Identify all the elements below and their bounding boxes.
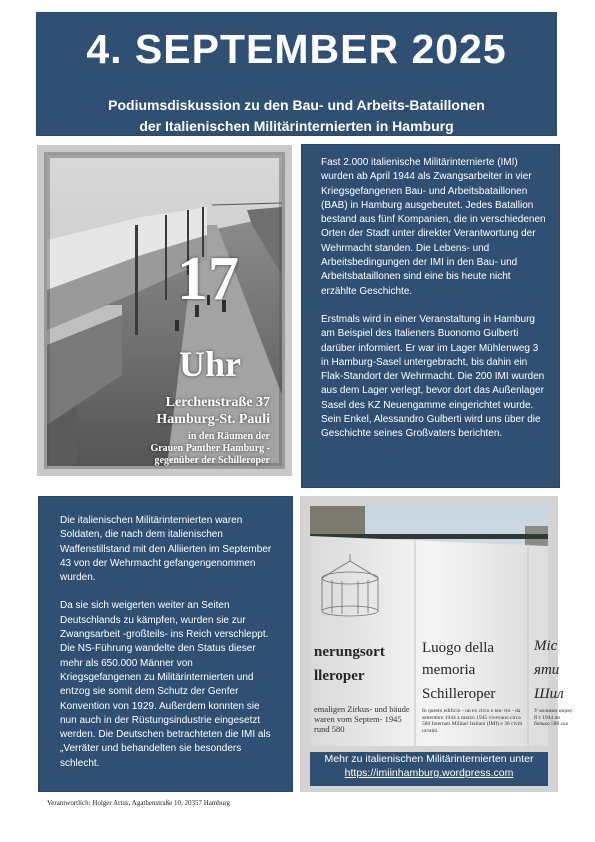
background-paragraph-2: Da sie sich weigerten weiter an Seiten Deutschlands zu kämpfen, wurden sie zur Zwangsarbeit -großteils- ins Reich verschleppt. Die NS-Führung wandelte den Status dieser mehr als 650.000 Männer von Kriegsgefangenen zu Militärinternierten und entzog sie somit dem Schutz der Genfer Konvention von 1929. Außerdem konnten sie nun auch in der Rüstungsindustrie eingesetzt werden. Die Deutschen betrachteten die IMI als „Verräter und behandelten sie besonders schlecht. [60,600,271,769]
background-text-box [38,496,293,792]
subtitle-line-2: der Italienischen Militärinternierten in Hamburg [139,118,454,134]
camp-photo-card [37,145,292,476]
venue-line-2: Grauen Panther Hamburg - [150,443,270,454]
sign-italian-heading-1: Luogo della [422,640,495,656]
barracks-photo [47,155,282,466]
sign-ukrainian-heading-1: Mic [534,638,558,654]
venue-district: Hamburg-St. Pauli [156,412,270,427]
more-info-label: Mehr zu italienischen Militärinternierten unter [324,753,534,765]
sign-ukrainian-heading-3: Шил [534,686,564,702]
memorial-sign-photo [310,506,573,746]
sign-german-heading-1: nerungsort [314,644,385,660]
subtitle-line-1: Podiumsdiskussion zu den Bau- und Arbeits-Bataillonen [108,97,485,113]
sign-ukrainian-body: У колишн цирку й т 1944 по бизько 580 ськ [534,708,573,727]
venue-street: Lerchenstraße 37 [165,395,270,410]
sign-italian-heading-3: Schilleroper [422,686,496,702]
sign-italian-heading-2: memoria [422,662,476,678]
event-time-unit: Uhr [179,344,241,384]
intro-text-box [301,144,560,488]
sign-italian-body: In questo edificio - un ex circo e tea- tro - da settembre 1944 a marzo 1945 vivevano circa 580 Internati Militari Italiani (IMI) e 30 civili ucraini. [422,708,523,734]
venue-description [70,431,270,467]
more-info-link[interactable]: https://imiinhamburg.wordpress.com [344,767,514,779]
sign-ukrainian-heading-2: яти [534,662,560,678]
intro-paragraph-1: Fast 2.000 italienische Militärinternierte (IMI) wurden ab April 1944 als Zwangsarbeiter in vier Kriegsgefangenen Bau- und Arbeitsbataillonen (BAB) in Hamburg ausgebeutet. Jedes Batallion bestand aus fünf Kompanien, die in verschiedenen Orten der Stadt unter direkter Verantwortung der Wehrmacht standen. Die Lebens- und Arbeitsbedingungen der IMI in den Bau- und Arbeitsbataillonen sind eine bis heute nicht erzählte Geschichte. [321,157,546,297]
imprint-footer: Verantwortlich: Holger Artus, Agathenstraße 10, 20357 Hamburg [47,799,231,807]
sign-german-body: emaligen Zirkus- und bäude waren vom Septem- 1945 rund 580 [314,704,410,734]
event-date-title: 4. SEPTEMBER 2025 [86,26,507,72]
event-time-hour: 17 [177,245,239,313]
header-banner [36,12,557,136]
venue-line-1: in den Räumen der [188,431,270,442]
intro-paragraph-2: Erstmals wird in einer Veranstaltung in Hamburg am Beispiel des Italieners Buonomo Gulberti darüber informiert. Er war im Lager Mühlenweg 3 in Hamburg-Sasel untergebracht, bis dahin ein Flak-Standort der Wehrmacht. Die 200 IMI wurden aus dem Lager verlegt, bevor dort das Außenlager Sasel des KZ Neuengamme eingerichtet wurde. Sein Enkel, Alessandro Gulberti wird uns über die Geschichte seines Großvaters berichten. [321,313,545,440]
sign-german-heading-2: lleroper [314,668,365,684]
more-info-box [310,752,548,786]
background-paragraph-1: Die italienischen Militärinternierten waren Soldaten, die nach dem italienischen Waffenstillstand mit den Alliierten im September 43 von der Wehrmacht gefangengenommen wurden. [60,515,272,584]
event-subtitle [37,95,556,137]
memorial-photo-card [300,496,573,792]
venue-line-3: gegenüber der Schilleroper [154,455,270,466]
